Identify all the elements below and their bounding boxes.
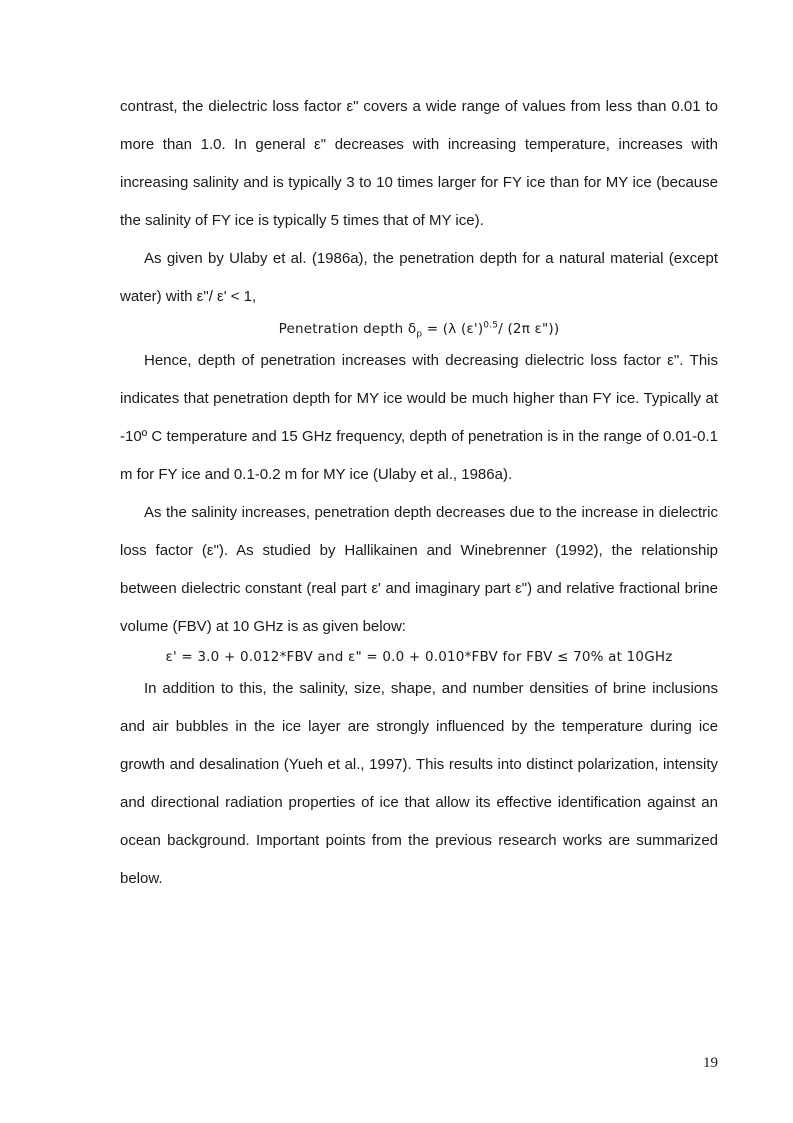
- paragraph-penetration-depth: Hence, depth of penetration increases with decreasing dielectric loss factor ε". This indicates that penetration depth for MY ice would be much higher than FY ice. Typically at -10º C temperature and 15 GHz frequency, depth of penetration is in the range of 0.01-0.1 m for FY ice and 0.1-0.2 m for MY ice (Ulaby et al., 1986a).: [120, 352, 718, 483]
- equation-penetration-middle: = (λ (ε'): [422, 321, 484, 337]
- document-body: [120, 88, 718, 898]
- equation-penetration-depth: [120, 314, 718, 344]
- paragraph-brine-inclusions: In addition to this, the salinity, size, shape, and number densities of brine inclusions and air bubbles in the ice layer are strongly influenced by the temperature during ice growth and desalination (Yueh et al., 1997). This results into distinct polarization, intensity and directional radiation properties of ice that allow its effective identification against an ocean background. Important points from the previous research works are summarized below.: [120, 680, 718, 887]
- equation-penetration-suffix: / (2π ε")): [498, 321, 560, 337]
- paragraph-salinity: As the salinity increases, penetration depth decreases due to the increase in dielectric loss factor (ε"). As studied by Hallikainen and Winebrenner (1992), the relationship between dielectric constant (real part ε' and imaginary part ε") and relative fractional brine volume (FBV) at 10 GHz is as given below:: [120, 504, 718, 635]
- equation-penetration-superscript: 0.5: [483, 320, 499, 331]
- page-number: 19: [703, 1055, 718, 1071]
- equation-fbv: ε' = 3.0 + 0.012*FBV and ε" = 0.0 + 0.010*FBV for FBV ≤ 70% at 10GHz: [165, 649, 673, 665]
- equation-penetration-subscript: p: [416, 329, 423, 340]
- equation-penetration-prefix: Penetration depth δ: [278, 321, 417, 337]
- paragraph-penetration-intro: As given by Ulaby et al. (1986a), the penetration depth for a natural material (except water) with ε"/ ε' < 1,: [120, 250, 718, 305]
- paragraph-contrast: contrast, the dielectric loss factor ε" covers a wide range of values from less than 0.01 to more than 1.0. In general ε" decreases with increasing temperature, increases with increasing salinity and is typically 3 to 10 times larger for FY ice than for MY ice (because the salinity of FY ice is typically 5 times that of MY ice).: [120, 98, 718, 229]
